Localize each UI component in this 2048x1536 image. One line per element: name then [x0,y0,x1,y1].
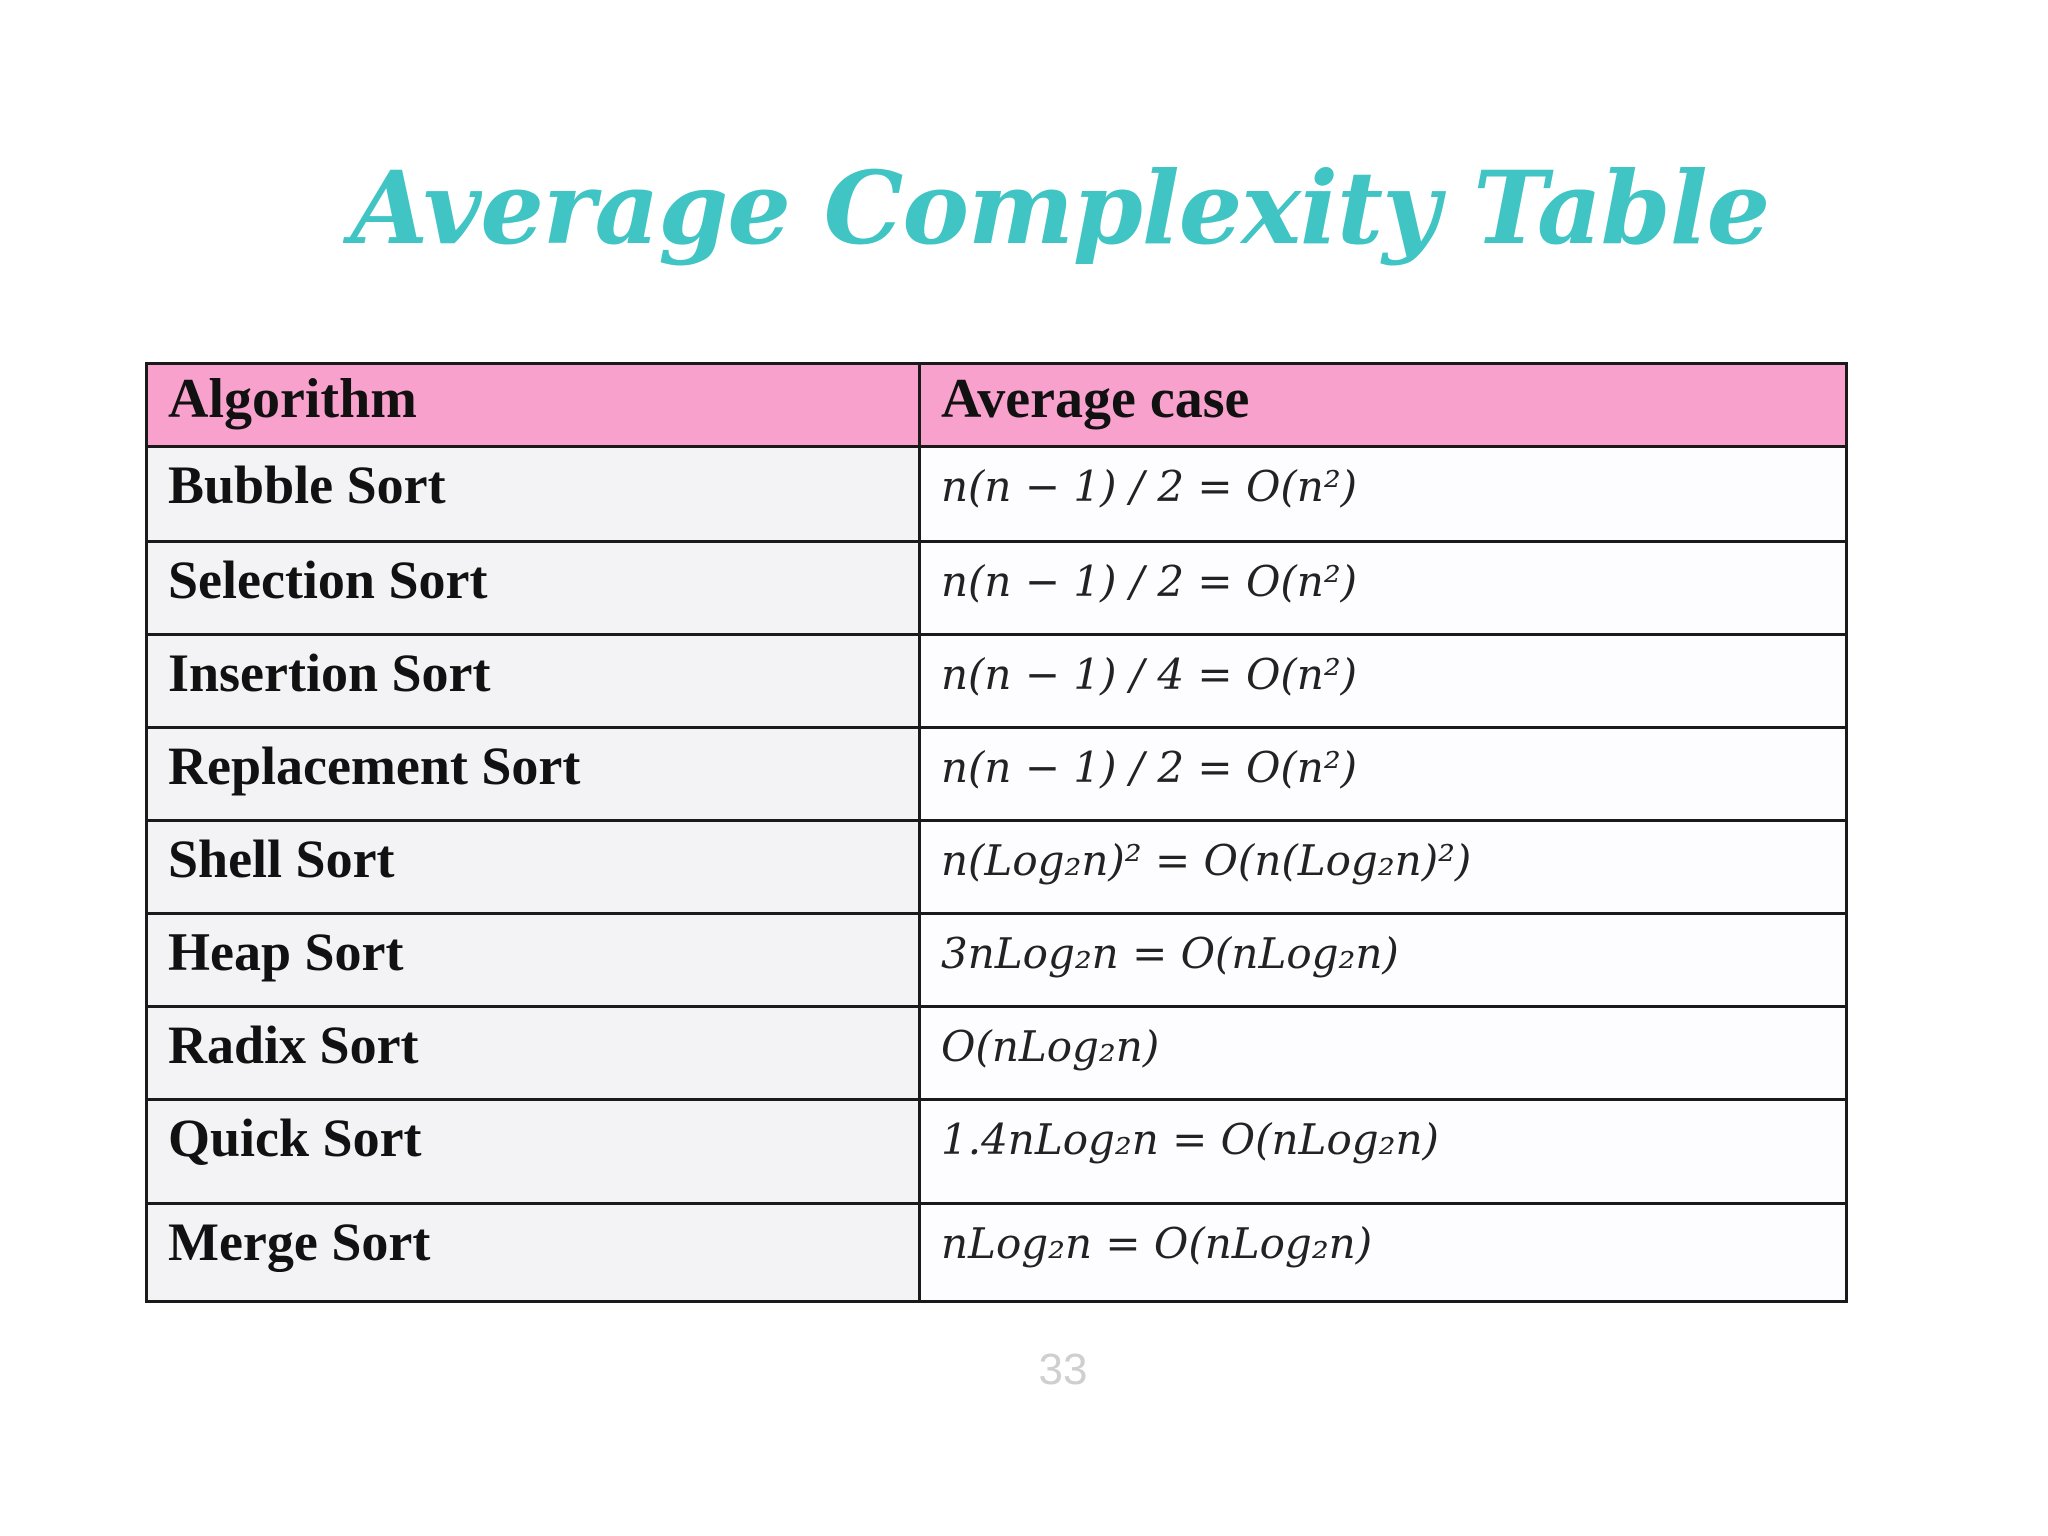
table-row [147,728,1847,821]
average-case-cell: n(Log₂n)² = O(n(Log₂n)²) [920,821,1847,914]
algorithm-cell: Shell Sort [147,821,920,914]
average-case-cell: 3nLog₂n = O(nLog₂n) [920,914,1847,1007]
algorithm-cell: Bubble Sort [147,447,920,542]
table-header-row [147,364,1847,447]
column-header-average-case: Average case [920,364,1847,447]
table-row [147,447,1847,542]
algorithm-cell: Heap Sort [147,914,920,1007]
algorithm-cell: Selection Sort [147,542,920,635]
average-case-cell: n(n − 1) / 2 = O(n²) [920,542,1847,635]
algorithm-cell: Insertion Sort [147,635,920,728]
average-case-cell: nLog₂n = O(nLog₂n) [920,1204,1847,1302]
average-case-cell: 1.4nLog₂n = O(nLog₂n) [920,1100,1847,1204]
algorithm-cell: Replacement Sort [147,728,920,821]
average-case-cell: n(n − 1) / 4 = O(n²) [920,635,1847,728]
slide-title: Average Complexity Table [350,149,1770,267]
algorithm-cell: Quick Sort [147,1100,920,1204]
table-row [147,821,1847,914]
complexity-table [145,362,1848,1303]
average-case-cell: n(n − 1) / 2 = O(n²) [920,728,1847,821]
table-row [147,542,1847,635]
average-case-cell: O(nLog₂n) [920,1007,1847,1100]
column-header-algorithm: Algorithm [147,364,920,447]
table-row [147,1007,1847,1100]
table-row [147,635,1847,728]
page-number: 33 [1038,1345,1088,1394]
table-row [147,1100,1847,1204]
algorithm-cell: Radix Sort [147,1007,920,1100]
table-row [147,914,1847,1007]
algorithm-cell: Merge Sort [147,1204,920,1302]
average-case-cell: n(n − 1) / 2 = O(n²) [920,447,1847,542]
table-row [147,1204,1847,1302]
